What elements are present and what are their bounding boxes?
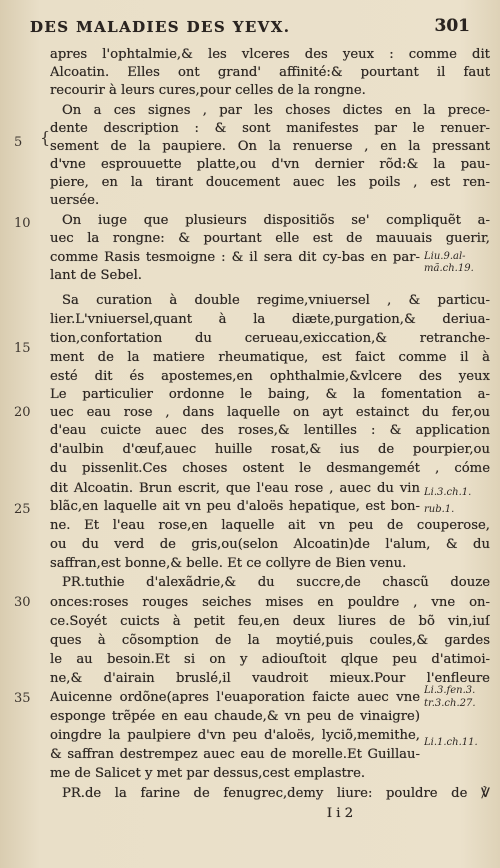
- text-line: ment de la matiere rheumatique, est faict comme il à: [50, 350, 490, 365]
- text-line: On a ces signes , par les choses dictes en la prece-: [62, 103, 490, 118]
- side-note: tr.3.ch.27.: [424, 698, 476, 709]
- margin-number: 35: [14, 691, 31, 706]
- text-line: Alcoatin. Elles ont grand' affinité:& pourtant il faut: [50, 65, 490, 80]
- margin-number: 25: [14, 502, 31, 517]
- text-line: me de Salicet y met par dessus,cest emplastre.: [50, 766, 366, 781]
- margin-number: 5: [14, 135, 23, 150]
- side-note: rub.1.: [424, 504, 455, 515]
- text-line: piere, en la tirant doucement auec les poils , est ren-: [50, 175, 490, 190]
- text-line: esté dit és apostemes,en ophthalmie,&vlcere des yeux: [50, 369, 490, 384]
- running-title: DES MALADIES DES YEVX.: [30, 18, 291, 36]
- text-line: dit Alcoatin. Brun escrit, que l'eau rose , auec du vin: [50, 481, 420, 496]
- margin-number: 20: [14, 405, 31, 420]
- text-line: ne. Et l'eau rose,en laquelle ait vn peu de couperose,: [50, 518, 490, 533]
- side-note: Liu.9.al-: [424, 251, 466, 262]
- text-line: d'eau cuicte auec des roses,& lentilles : & application: [50, 423, 490, 438]
- text-line: blãc,en laquelle ait vn peu d'aloës hepatique, est bon-: [50, 499, 420, 514]
- text-line: ques à cõsomption de la moytié,puis coules,& gardes: [50, 633, 490, 648]
- text-line: PR.de la farine de fenugrec,demy liure: pouldre de ℣: [62, 786, 490, 801]
- paragraph-mark: {: [40, 128, 51, 147]
- text-line: lier.L'vniuersel,quant à la diæte,purgation,& deriua-: [50, 312, 490, 327]
- text-line: le au besoin.Et si on y adiouſtoit qlque peu d'atimoi-: [50, 652, 490, 667]
- text-line: uersée.: [50, 193, 100, 208]
- signature-mark: I i 2: [326, 806, 354, 821]
- text-line: uec la rongne: & pourtant elle est de mauuais guerir,: [50, 231, 490, 246]
- text-line: & saffran destrempez auec eau de morelle.Et Guillau-: [50, 747, 420, 762]
- text-line: Auicenne ordõne(apres l'euaporation faicte auec vne: [50, 690, 420, 705]
- text-line: Le particulier ordonne le baing, & la fomentation a-: [50, 387, 490, 402]
- text-line: du pissenlit.Ces choses ostent le desmangemét , cóme: [50, 461, 490, 476]
- margin-number: 30: [14, 595, 31, 610]
- text-line: PR.tuthie d'alexãdrie,& du succre,de chascũ douze: [62, 575, 490, 590]
- side-note: mã.ch.19.: [424, 263, 474, 274]
- text-line: ne,& d'airain bruslé,il vaudroit mieux.Pour l'enfleure: [50, 671, 490, 686]
- text-line: sement de la paupiere. On la renuerse , en la pressant: [50, 139, 490, 154]
- text-line: dente description : & sont manifestes par le renuer-: [50, 121, 490, 136]
- side-note: Li.3.fen.3.: [424, 685, 476, 696]
- text-line: onces:roses rouges seiches mises en pouldre , vne on-: [50, 595, 490, 610]
- text-line: d'aulbin d'œuf,auec huille rosat,& ius de pourpier,ou: [50, 442, 490, 457]
- page-number: 301: [434, 16, 470, 36]
- text-line: recourir à leurs cures,pour celles de la rongne.: [50, 83, 366, 98]
- text-line: Sa curation à double regime,vniuersel , & particu-: [62, 293, 490, 308]
- text-line: ou du verd de gris,ou(selon Alcoatin)de l'alum, & du: [50, 537, 490, 552]
- text-line: oingdre la paulpiere d'vn peu d'aloës, lyciõ,memithe,: [50, 728, 420, 743]
- text-line: On iuge que plusieurs dispositiõs se' compliquẽt a-: [62, 213, 490, 228]
- running-head: [30, 18, 470, 40]
- margin-number: 10: [14, 216, 31, 231]
- text-line: tion,confortation du cerueau,exiccation,& retranche-: [50, 331, 490, 346]
- text-line: comme Rasis tesmoigne : & il sera dit cy-bas en par-: [50, 250, 420, 265]
- text-line: esponge trẽpée en eau chaude,& vn peu de vinaigre): [50, 709, 420, 724]
- text-line: lant de Sebel.: [50, 268, 142, 283]
- side-note: Li.1.ch.11.: [424, 737, 478, 748]
- margin-number: 15: [14, 341, 31, 356]
- text-line: saffran,est bonne,& belle. Et ce collyre de Bien venu.: [50, 556, 407, 571]
- text-line: d'vne esprouuette platte,ou d'vn dernier rõd:& la pau-: [50, 157, 490, 172]
- text-line: ce.Soyét cuicts à petit feu,en deux liures de bõ vin,iuſ: [50, 614, 490, 629]
- side-note: Li.3.ch.1.: [424, 487, 472, 498]
- text-line: apres l'ophtalmie,& les vlceres des yeux : comme dit: [50, 47, 490, 62]
- text-line: uec eau rose , dans laquelle on ayt estainct du fer,ou: [50, 405, 490, 420]
